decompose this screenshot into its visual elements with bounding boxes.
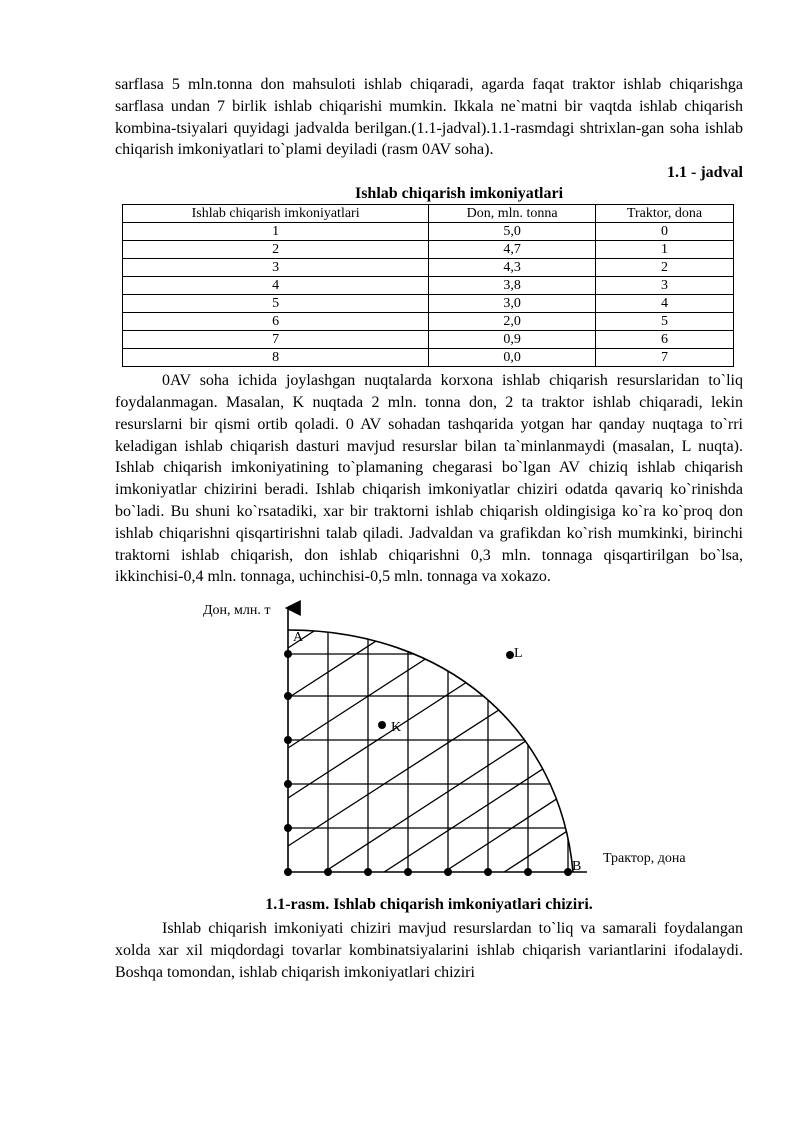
y-axis-label: Дон, млн. т [203,603,271,619]
point-a-label: A [293,630,304,646]
table-row [123,313,734,331]
point-l-dot [506,651,514,659]
ppf-diagram [115,588,743,892]
cell-possibility: 4 [123,277,429,295]
ppf-curve [288,630,573,872]
header-tractor: Traktor, dona [595,205,733,223]
cell-possibility: 2 [123,241,429,259]
table-row [123,349,734,367]
paragraph-final: Ishlab chiqarish imkoniyati chiziri mavjud resurslardan to`liq va samarali foydalangan xolda xar xil miqdordagi tovarlar kombinatsiyalarini ishlab chiqarish variantlarini ifodalaydi. Boshqa tomondan, ishlab chiqarish imkoniyatlari chiziri [115,920,743,981]
cell-tractor: 7 [595,349,733,367]
cell-grain: 3,8 [429,277,596,295]
cell-possibility: 6 [123,313,429,331]
point-b-label: B [572,859,582,875]
cell-grain: 4,7 [429,241,596,259]
x-axis-label: Трактор, дона [603,851,686,867]
cell-possibility: 8 [123,349,429,367]
cell-grain: 5,0 [429,223,596,241]
cell-grain: 0,9 [429,331,596,349]
table-row [123,331,734,349]
table-row [123,241,734,259]
cell-possibility: 5 [123,295,429,313]
cell-tractor: 6 [595,331,733,349]
point-k-label: K [391,720,402,736]
production-possibility-figure [115,588,743,892]
cell-possibility: 3 [123,259,429,277]
header-grain: Don, mln. tonna [429,205,596,223]
point-l-label: L [514,646,523,662]
cell-grain: 4,3 [429,259,596,277]
cell-tractor: 2 [595,259,733,277]
table-row [123,223,734,241]
figure-caption: 1.1-rasm. Ishlab chiqarish imkoniyatlari chiziri. [265,896,593,914]
production-possibilities-table [122,204,734,367]
cell-tractor: 3 [595,277,733,295]
table-row [123,295,734,313]
cell-grain: 3,0 [429,295,596,313]
cell-tractor: 5 [595,313,733,331]
cell-grain: 2,0 [429,313,596,331]
table-title: Ishlab chiqarish imkoniyatlari [354,185,564,203]
paragraph-intro: sarflasa 5 mln.tonna don mahsuloti ishlab chiqaradi, agarda faqat traktor ishlab chiqarishga sarflasa undan 7 birlik ishlab chiqarishi mumkin. Ikkala ne`matni bir vaqtda ishlab chiqarish kombina-tsiyalari quyidagi jadvalda berilgan.(1.1-jadval).1.1-rasmdagi shtrixlan-gan soha ishlab chiqarish imkoniyatlari to`plami deyiladi (rasm 0AV soha). [115,76,743,159]
cell-possibility: 7 [123,331,429,349]
table-header-row [123,205,734,223]
paragraph-middle: 0AV soha ichida joylashgan nuqtalarda korxona ishlab chiqarish resurslaridan to`liq foydalanmagan. Masalan, K nuqtada 2 mln. tonna don, 2 ta traktor ishlab chiqaradi, lekin resurslarni bir qismi ortib qoladi. 0 AV sohadan tashqarida yotgan har qanday nuqtaga to`rri keladigan ishlab chiqarish dasturi mavjud resurslar bilan ta`minlanmaydi (masalan, L nuqta). Ishlab chiqarish imkoniyatining to`plamaning chegarasi bo`lgan AV chiziq ishlab chiqarish imkoniyatlar chizirini beradi. Ishlab chiqarish imkoniyatlar chiziri odatda qavariq ko`rinishda bo`ladi. Bu shuni ko`rsatadiki, xar bir traktorni ishlab chiqarish oldingisiga ko`ra ko`proq don ishlab chiqarishni qisqartirishni talab qiladi. Jadvaldan va grafikdan ko`rish mumkinki, birinchi traktorni ishlab chiqarish, don ishlab chiqarishni 0,3 mln. tonnaga qisqartirilgan bo`lsa, ikkinchisi-0,4 mln. tonnaga, uchinchisi-0,5 mln. tonnaga va xokazo. [115,372,743,586]
cell-tractor: 1 [595,241,733,259]
header-possibility: Ishlab chiqarish imkoniyatlari [123,205,429,223]
cell-tractor: 4 [595,295,733,313]
cell-possibility: 1 [123,223,429,241]
table-row [123,259,734,277]
table-label: 1.1 - jadval [667,164,743,182]
cell-tractor: 0 [595,223,733,241]
document-page [115,74,743,984]
cell-grain: 0,0 [429,349,596,367]
point-k-dot [378,721,386,729]
table-row [123,277,734,295]
